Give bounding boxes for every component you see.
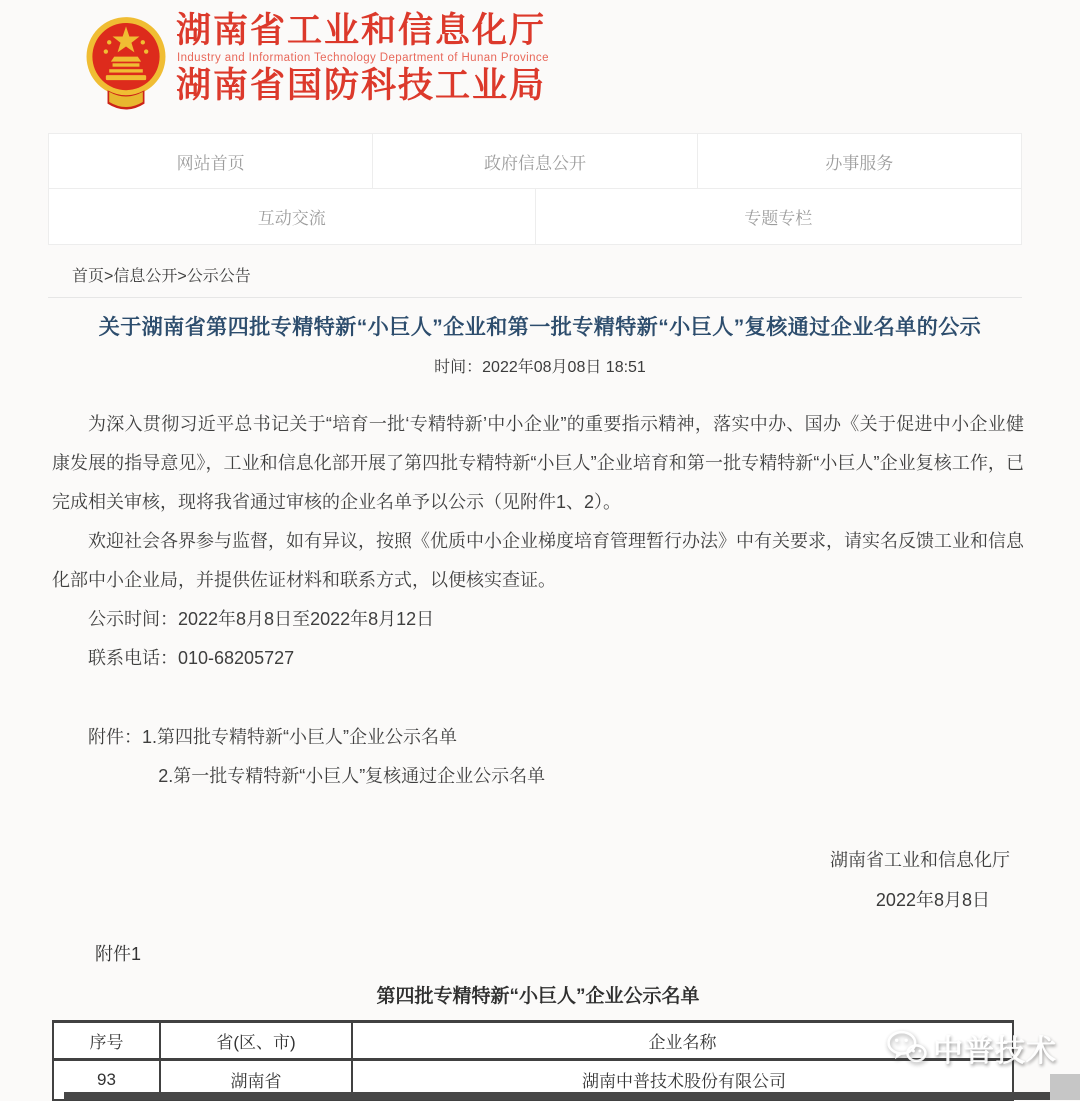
- article-paragraph-2: 欢迎社会各界参与监督，如有异议，按照《优质中小企业梯度培育管理暂行办法》中有关要求，请实名反馈工业和信息化部中小企业局，并提供佐证材料和联系方式，以便核实查证。: [52, 531, 1024, 590]
- breadcrumb: [72, 263, 1080, 286]
- attachment1-label: 附件1: [95, 944, 142, 964]
- org-name-primary: 湖南省工业和信息化厅: [176, 11, 547, 50]
- nav-item-home[interactable]: 网站首页: [48, 133, 373, 189]
- cell-company: 湖南中普技术股份有限公司: [352, 1060, 1013, 1100]
- company-list-table: [52, 1020, 1014, 1101]
- attachments-line-1: [52, 718, 1024, 757]
- breadcrumb-separator: >: [104, 268, 114, 285]
- contact-phone-line: 联系电话：010-68205727: [88, 648, 295, 668]
- attachment1-section: [52, 940, 1024, 1101]
- breadcrumb-announcements[interactable]: 公示公告: [186, 268, 251, 285]
- table-header: [53, 1022, 1013, 1060]
- watermark-text: 中普技术: [933, 1035, 1057, 1068]
- cell-index: 93: [53, 1060, 160, 1100]
- main-nav: [48, 133, 1022, 245]
- header-cell-company: 企业名称: [352, 1022, 1013, 1060]
- signature-org: 湖南省工业和信息化厅: [830, 850, 1010, 870]
- cell-province: 湖南省: [160, 1060, 352, 1100]
- nav-item-gov-info[interactable]: 政府信息公开: [373, 133, 697, 189]
- table-header-row: [53, 1022, 1013, 1060]
- org-names: [176, 12, 549, 105]
- signature-date: 2022年8月8日: [875, 890, 990, 910]
- attachment-item-2: 2.第一批专精特新“小巨人”复核通过企业公示名单: [158, 766, 546, 786]
- nav-item-services[interactable]: 办事服务: [698, 133, 1022, 189]
- org-name-secondary: 湖南省国防科技工业局: [176, 66, 547, 105]
- bottom-cutoff-bar: [64, 1092, 1080, 1100]
- article-body: [52, 405, 1024, 796]
- header-cell-index: 序号: [53, 1022, 160, 1060]
- attachments-label: 附件：: [88, 727, 142, 747]
- org-name-english: Industry and Information Technology Department of Hunan Province: [177, 52, 549, 64]
- bottom-corner-artifact: [1050, 1074, 1080, 1100]
- article-timestamp: 时间：2022年08月08日 18:51: [434, 359, 646, 376]
- nav-item-special-columns[interactable]: 专题专栏: [536, 189, 1023, 245]
- publicity-period-line: 公示时间：2022年8月8日至2022年8月12日: [88, 609, 435, 629]
- header-cell-province: 省(区、市): [160, 1022, 352, 1060]
- signature-block: [0, 840, 1010, 920]
- nav-row-2: [48, 189, 1022, 245]
- attachments-line-2: [52, 757, 1024, 796]
- nav-row-1: [48, 133, 1022, 189]
- attachment1-table-title: 第四批专精特新“小巨人”企业公示名单: [376, 986, 700, 1007]
- breadcrumb-divider: [48, 297, 1022, 298]
- article-title: 关于湖南省第四批专精特新“小巨人”企业和第一批专精特新“小巨人”复核通过企业名单的公示: [98, 316, 982, 339]
- breadcrumb-info-disclosure[interactable]: 信息公开: [113, 268, 178, 285]
- breadcrumb-home[interactable]: 首页: [72, 268, 105, 285]
- site-header: [0, 0, 1080, 133]
- national-emblem-logo: [84, 14, 168, 116]
- attachment-item-1: 1.第四批专精特新“小巨人”企业公示名单: [142, 727, 457, 747]
- article-paragraph-1: 为深入贯彻习近平总书记关于“培育一批‘专精特新’中小企业”的重要指示精神，落实中办、国办《关于促进中小企业健康发展的指导意见》，工业和信息化部开展了第四批专精特新“小巨人”企业培育和第一批专精特新“小巨人”企业复核工作，已完成相关审核，现将我省通过审核的企业名单予以公示（见附件1、2）。: [52, 414, 1024, 512]
- breadcrumb-separator: >: [177, 268, 187, 285]
- nav-item-interaction[interactable]: 互动交流: [48, 189, 536, 245]
